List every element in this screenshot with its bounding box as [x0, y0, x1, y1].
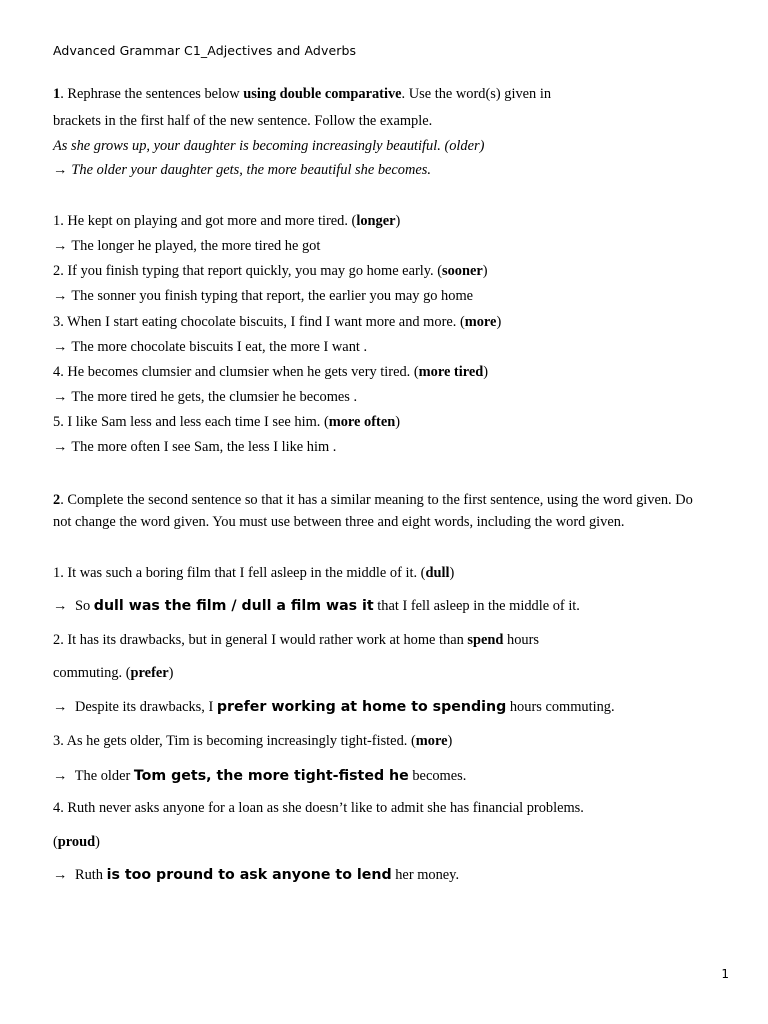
question-close: )	[95, 834, 100, 850]
question-open: (	[53, 834, 58, 850]
s2-question-1	[53, 564, 454, 582]
s2-question-2-line2	[53, 664, 173, 682]
section1-number: 1	[53, 86, 61, 102]
question-close: )	[168, 665, 174, 681]
section2-instructions	[53, 490, 693, 533]
question-text: 3. As he gets older, Tim is becoming increasingly tight-fisted. (	[53, 733, 416, 749]
s2-answer-1	[53, 597, 580, 615]
question-close: )	[483, 364, 489, 380]
given-word: prefer	[130, 665, 169, 681]
answer-suffix: that I fell asleep in the middle of it.	[373, 598, 580, 614]
question-text: commuting. (	[53, 665, 131, 681]
question-text: 2. It has its drawbacks, but in general I would rather work at home than	[53, 632, 468, 648]
s2-question-3	[53, 732, 452, 750]
s1-question-1	[53, 212, 400, 230]
answer-suffix: hours commuting.	[506, 699, 615, 715]
answer-prefix: Ruth	[71, 867, 107, 883]
arrow-icon: →	[53, 768, 68, 784]
given-word: more	[415, 733, 448, 749]
given-word: longer	[356, 213, 396, 229]
question-text: 3. When I start eating chocolate biscuits, I find I want more and more. (	[53, 314, 465, 330]
section2-intro-text: . Complete the second sentence so that it has a similar meaning to the first sentence, using the word given. Do not change the word given. You must use between three and eight words, including the word given.	[53, 492, 693, 530]
s1-answer-3	[53, 338, 367, 356]
question-text: 4. He becomes clumsier and clumsier when he gets very tired. (	[53, 364, 419, 380]
question-text: 1. It was such a boring film that I fell asleep in the middle of it. (	[53, 565, 426, 581]
arrow-icon: →	[53, 339, 68, 355]
section1-intro-text-end: . Use the word(s) given in	[401, 86, 552, 102]
arrow-icon: →	[53, 288, 68, 304]
arrow-icon: →	[53, 867, 68, 883]
answer-fill: Tom gets, the more tight-fisted he	[133, 768, 409, 784]
given-word: more tired	[418, 364, 484, 380]
example-answer-text: The older your daughter gets, the more beautiful she becomes.	[71, 162, 431, 178]
question-text-end: hours	[503, 632, 539, 648]
s2-question-4-line1: 4. Ruth never asks anyone for a loan as she doesn’t like to admit she has financial problems.	[53, 800, 584, 816]
s1-question-5	[53, 413, 400, 431]
answer-text: The more chocolate biscuits I eat, the more I want .	[71, 339, 368, 355]
arrow-icon: →	[53, 439, 68, 455]
arrow-icon: →	[53, 389, 68, 405]
s1-answer-5	[53, 438, 336, 456]
given-word: more often	[328, 414, 396, 430]
section1-intro-text: . Rephrase the sentences below	[60, 86, 244, 102]
answer-suffix: becomes.	[408, 768, 467, 784]
answer-text: The more often I see Sam, the less I like him .	[71, 439, 337, 455]
arrow-icon: →	[53, 238, 68, 254]
arrow-icon: →	[53, 162, 68, 178]
given-word: proud	[57, 834, 96, 850]
answer-prefix: Despite its drawbacks, I	[71, 699, 217, 715]
s1-answer-1	[53, 237, 320, 255]
answer-fill: prefer working at home to spending	[216, 699, 507, 715]
page-header: Advanced Grammar C1_Adjectives and Adverbs	[53, 43, 357, 58]
question-text: 5. I like Sam less and less each time I see him. (	[53, 414, 329, 430]
section1-intro-emphasis: using double comparative	[243, 86, 402, 102]
s2-answer-2	[53, 698, 615, 716]
s1-question-2	[53, 262, 488, 280]
question-close: )	[395, 213, 401, 229]
answer-suffix: her money.	[391, 867, 460, 883]
section1-instructions-line2: brackets in the first half of the new sentence. Follow the example.	[53, 113, 433, 129]
s1-answer-4	[53, 388, 357, 406]
given-word: dull	[425, 565, 450, 581]
section2-number: 2	[53, 492, 61, 508]
example-question: As she grows up, your daughter is becoming increasingly beautiful. (older)	[53, 138, 485, 154]
given-word: sooner	[442, 263, 483, 279]
s1-answer-2	[53, 287, 473, 305]
page-number: 1	[721, 967, 729, 981]
question-close: )	[447, 733, 453, 749]
question-text: 1. He kept on playing and got more and more tired. (	[53, 213, 357, 229]
s2-question-4-line2	[53, 833, 100, 851]
answer-fill: dull was the film / dull a film was it	[93, 598, 374, 614]
answer-text: The more tired he gets, the clumsier he becomes .	[71, 389, 358, 405]
question-close: )	[496, 314, 502, 330]
question-close: )	[449, 565, 455, 581]
arrow-icon: →	[53, 699, 68, 715]
question-close: )	[395, 414, 401, 430]
given-word: more	[464, 314, 497, 330]
s2-question-2-line1	[53, 631, 539, 649]
section1-instructions-line1	[53, 85, 551, 103]
answer-prefix: The older	[71, 768, 134, 784]
arrow-icon: →	[53, 598, 68, 614]
answer-text: The sonner you finish typing that report, the earlier you may go home	[71, 288, 474, 304]
answer-prefix: So	[71, 598, 94, 614]
s2-answer-4	[53, 866, 459, 884]
s2-answer-3	[53, 767, 466, 785]
answer-text: The longer he played, the more tired he got	[71, 238, 321, 254]
answer-fill: is too pround to ask anyone to lend	[106, 867, 392, 883]
s1-question-3	[53, 313, 501, 331]
question-text: 2. If you finish typing that report quickly, you may go home early. (	[53, 263, 442, 279]
question-emphasis: spend	[467, 632, 504, 648]
example-answer	[53, 161, 431, 179]
s1-question-4	[53, 363, 488, 381]
question-close: )	[482, 263, 488, 279]
